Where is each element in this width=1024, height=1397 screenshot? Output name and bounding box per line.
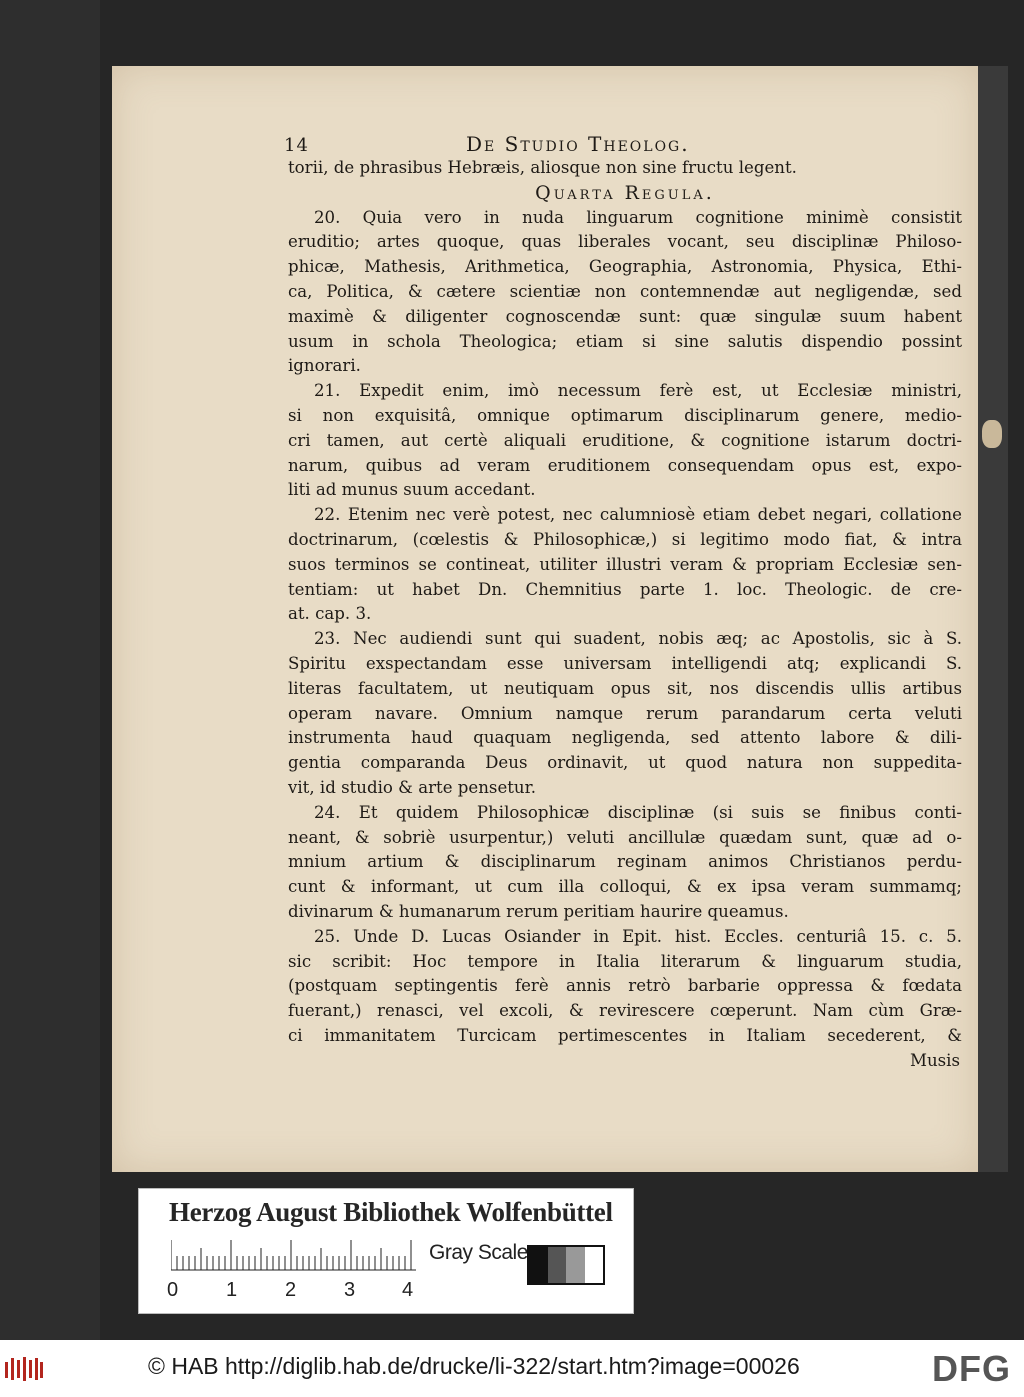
- dfg-logo: DFG: [932, 1348, 1011, 1389]
- catchword: Musis: [909, 1050, 960, 1070]
- text-line: torii, de phrasibus Hebræis, aliosque non sine fructu legent.: [288, 158, 797, 177]
- running-head: De Studio Theolog.: [466, 132, 690, 156]
- section-heading: Quarta Regula.: [535, 181, 715, 204]
- text-line: cunt & informant, ut cum illa colloqui, & ex ipsa veram summamq;: [288, 877, 962, 897]
- scan-left-margin: [0, 0, 100, 1340]
- text-line: neant, & sobriè usurpentur,) veluti ancillulæ quædam sunt, quæ ad o-: [288, 827, 962, 847]
- hab-logo-icon: [4, 1356, 44, 1382]
- ruler-scale: [171, 1237, 416, 1271]
- text-line: ca, Politica, & cætere scientiæ non contemnendæ aut negligendæ, sed: [288, 281, 962, 301]
- text-line: divinarum & humanarum rerum peritiam haurire queamus.: [288, 901, 789, 921]
- text-line: gentia comparanda Deus ordinavit, ut quod natura non suppedita-: [288, 753, 962, 773]
- text-line: si non exquisitâ, omnique optimarum disciplinarum genere, medio-: [288, 405, 962, 425]
- color-calibration-plate: [138, 1188, 634, 1314]
- text-line: narum, quibus ad veram eruditionem consequendam opus est, expo-: [288, 455, 962, 475]
- text-line: tentiam: ut habet Dn. Chemnitius parte 1. loc. Theologic. de cre-: [288, 579, 962, 599]
- page-edge: [978, 66, 1008, 1172]
- text-line: doctrinarum, (cœlestis & Philosophicæ,) si legitimo modo fiat, & intra: [288, 529, 962, 549]
- plate-title: Herzog August Bibliothek Wolfenbüttel: [169, 1197, 613, 1227]
- ruler-number: 3: [344, 1279, 356, 1301]
- text-line: eruditio; artes quoque, quas liberales vocant, seu disciplinæ Philoso-: [288, 232, 962, 252]
- text-line: (postquam septingentis ferè annis retrò barbarie oppressa & fœdata: [288, 976, 962, 996]
- ruler-number: 0: [167, 1279, 179, 1301]
- text-line: ignorari.: [288, 356, 361, 376]
- text-line: ci immanitatem Turcicam pertimescentes in Italiam secederent, &: [288, 1025, 962, 1045]
- text-line: liti ad munus suum accedant.: [288, 480, 536, 500]
- text-line: maximè & diligenter cognoscendæ sunt: quæ singulæ suum habent: [288, 306, 962, 326]
- text-line: suos terminos se contineat, utiliter illustri veram & propriam Ecclesiæ sen-: [288, 554, 962, 574]
- text-line: vit, id studio & arte pensetur.: [288, 777, 537, 797]
- gray-scale-swatch: [527, 1245, 605, 1285]
- copyright-link[interactable]: © HAB http://diglib.hab.de/drucke/li-322/start.htm?image=00026: [148, 1353, 800, 1379]
- page-edge-mark: [982, 420, 1002, 448]
- text-line: mnium artium & disciplinarum reginam animos Christianos perdu-: [288, 852, 962, 872]
- text-line: instrumenta haud quaquam negligenda, sed attento labore & dili-: [288, 728, 962, 748]
- gray-scale-label: Gray Scale: [429, 1241, 528, 1264]
- running-header: [284, 132, 962, 156]
- text-line: fuerant,) renasci, vel excoli, & revirescere cœperunt. Nam cùm Græ-: [288, 1001, 962, 1021]
- text-line: operam navare. Omnium namque rerum parandarum certa veluti: [288, 703, 962, 723]
- text-line: literas facultatem, ut neutiquam opus sit, nos discendis ullis artibus: [288, 678, 962, 698]
- text-line: usum in schola Theologica; etiam si sine salutis dispendio possint: [288, 331, 962, 351]
- text-line: 22. Etenim nec verè potest, nec calumniosè etiam debet negari, collatione: [314, 505, 962, 525]
- text-line: 23. Nec audiendi sunt qui suadent, nobis æq; ac Apostolis, sic à S.: [314, 629, 962, 649]
- ruler-number: 4: [402, 1279, 414, 1301]
- text-line: 20. Quia vero in nuda linguarum cognitione minimè consistit: [314, 207, 962, 227]
- text-line: 21. Expedit enim, imò necessum ferè est, ut Ecclesiæ ministri,: [314, 381, 962, 401]
- page-number: 14: [284, 135, 309, 156]
- text-line: at. cap. 3.: [288, 604, 372, 624]
- text-line: 24. Et quidem Philosophicæ disciplinæ (si suis se finibus conti-: [314, 802, 962, 822]
- text-line: 25. Unde D. Lucas Osiander in Epit. hist. Eccles. centuriâ 15. c. 5.: [314, 926, 962, 946]
- text-line: cri tamen, aut certè aliquali eruditione, & cognitione istarum doctri-: [288, 430, 962, 450]
- ruler-number: 1: [226, 1279, 238, 1301]
- text-line: sic scribit: Hoc tempore in Italia literarum & linguarum studia,: [288, 951, 962, 971]
- text-line: phicæ, Mathesis, Arithmetica, Geographia, Astronomia, Physica, Ethi-: [288, 257, 962, 277]
- ruler-number: 2: [285, 1279, 297, 1301]
- text-line: Spiritu exspectandam esse universam intelligendi atq; explicandi S.: [288, 653, 962, 673]
- text-lines: [288, 156, 962, 1049]
- viewer-footer: [0, 1340, 1024, 1397]
- page-text: [284, 132, 962, 1073]
